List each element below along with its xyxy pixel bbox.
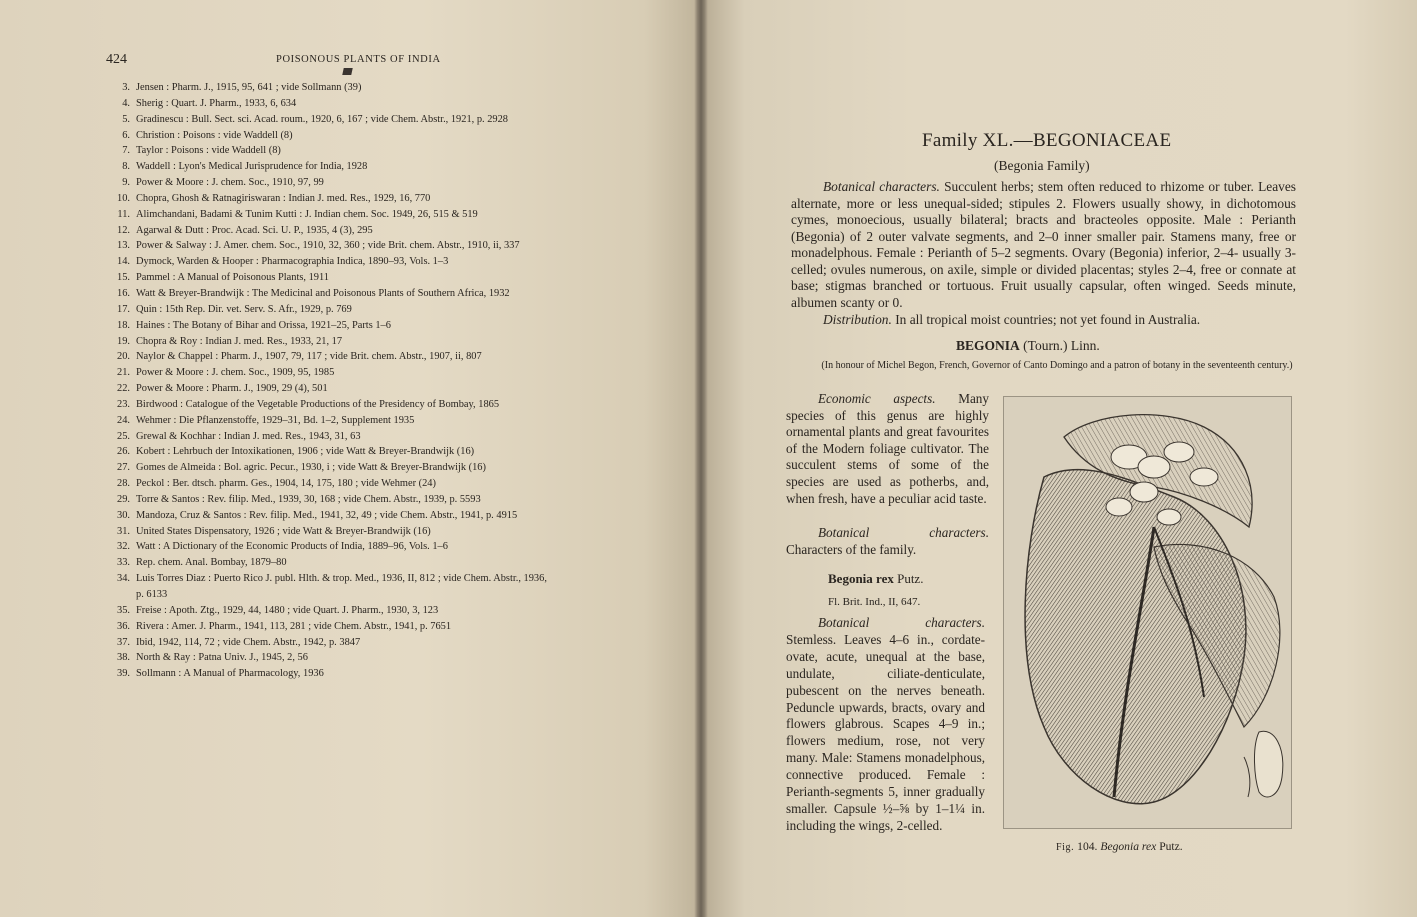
genus-heading <box>956 338 1100 354</box>
running-title: POISONOUS PLANTS OF INDIA <box>276 54 441 65</box>
figure-author: Putz. <box>1159 840 1183 853</box>
reference-text: Jensen : Pharm. J., 1915, 95, 641 ; vide Sollmann (39) <box>136 82 362 93</box>
reference-number: 39. <box>117 668 130 680</box>
reference-number: 28. <box>117 478 130 490</box>
genus-name: BEGONIA <box>956 338 1020 353</box>
reference-list <box>104 80 624 682</box>
reference-text: Haines : The Botany of Bihar and Orissa, 1921–25, Parts 1–6 <box>136 319 391 331</box>
reference-text: United States Dispensatory, 1926 ; vide Watt & Breyer-Brandwijk (16) <box>136 525 431 537</box>
left-page <box>0 0 700 917</box>
species-author: Putz. <box>897 571 924 586</box>
reference-text: Rivera : Amer. J. Pharm., 1941, 113, 281 ; vide Chem. Abstr., 1941, p. 7651 <box>136 620 452 632</box>
reference-text: p. 6133 <box>136 589 168 600</box>
reference-text: Mandoza, Cruz & Santos : Rev. filip. Med., 1941, 32, 49 ; vide Chem. Abstr., 1941, p. 4915 <box>136 509 518 521</box>
reference-item <box>104 365 624 381</box>
reference-number: 37. <box>117 636 130 648</box>
family-title: Family XL.—BEGONIACEAE <box>922 130 1172 151</box>
reference-number: 8. <box>122 161 130 173</box>
book-gutter <box>694 0 708 917</box>
reference-text: Sollmann : A Manual of Pharmacology, 1936 <box>136 668 324 680</box>
reference-text: Watt : A Dictionary of the Economic Products of India, 1889–96, Vols. 1–6 <box>136 541 448 553</box>
reference-item <box>104 96 624 112</box>
reference-item <box>104 539 624 555</box>
figure-caption <box>1056 840 1183 853</box>
genus-botanical-label: Botanical characters. <box>818 525 989 540</box>
reference-item <box>104 159 624 175</box>
reference-text: Power & Salway : J. Amer. chem. Soc., 1910, 32, 360 ; vide Brit. chem. Abstr., 1910, ii, 337 <box>136 240 520 252</box>
reference-number: 3. <box>122 82 130 93</box>
reference-item <box>104 413 624 429</box>
reference-number: 29. <box>117 493 130 505</box>
ink-mark <box>342 68 352 75</box>
reference-item <box>104 666 624 682</box>
reference-item <box>104 555 624 571</box>
reference-number: 30. <box>117 509 130 521</box>
reference-text: Sherig : Quart. J. Pharm., 1933, 6, 634 <box>136 97 297 109</box>
reference-text: Gradinescu : Bull. Sect. sci. Acad. roum., 1920, 6, 167 ; vide Chem. Abstr., 1921, p. 2928 <box>136 113 509 125</box>
economic-aspects <box>786 391 989 507</box>
reference-text: Alimchandani, Badami & Tunim Kutti : J. Indian chem. Soc. 1949, 26, 515 & 519 <box>136 208 478 220</box>
reference-item <box>104 603 624 619</box>
reference-number: 15. <box>117 272 130 284</box>
reference-number: 7. <box>122 145 130 157</box>
reference-text: Pammel : A Manual of Poisonous Plants, 1911 <box>136 272 330 284</box>
reference-text: Birdwood : Catalogue of the Vegetable Productions of the Presidency of Bombay, 1865 <box>136 398 500 410</box>
reference-text: Power & Moore : Pharm. J., 1909, 29 (4), 501 <box>136 383 328 395</box>
reference-number: 6. <box>122 129 130 141</box>
reference-text: Quin : 15th Rep. Dir. vet. Serv. S. Afr., 1929, p. 769 <box>136 303 352 315</box>
reference-item <box>104 587 624 603</box>
reference-item <box>104 223 624 239</box>
reference-item <box>104 238 624 254</box>
reference-number: 34. <box>117 573 130 585</box>
reference-number: 14. <box>117 256 130 268</box>
reference-item <box>104 650 624 666</box>
reference-item <box>104 80 624 96</box>
reference-number: 35. <box>117 604 130 616</box>
reference-text: Power & Moore : J. chem. Soc., 1910, 97, 99 <box>136 177 324 189</box>
page-number: 424 <box>106 52 127 67</box>
reference-item <box>104 429 624 445</box>
reference-item <box>104 381 624 397</box>
flora-reference: Fl. Brit. Ind., II, 647. <box>828 596 921 608</box>
distribution-text: In all tropical moist countries; not yet found in Australia. <box>895 312 1201 327</box>
reference-number: 21. <box>117 367 130 379</box>
distribution-label: Distribution. <box>823 312 892 327</box>
species-botanical-label: Botanical characters. <box>818 615 985 630</box>
reference-text: Wehmer : Die Pflanzenstoffe, 1929–31, Bd. 1–2, Supplement 1935 <box>136 414 415 426</box>
reference-text: Ibid, 1942, 114, 72 ; vide Chem. Abstr., 1942, p. 3847 <box>136 636 361 648</box>
reference-number: 10. <box>117 192 130 204</box>
reference-number: 11. <box>117 208 130 220</box>
reference-number: 12. <box>117 224 130 236</box>
genus-author: (Tourn.) Linn. <box>1023 338 1100 353</box>
reference-number: 5. <box>122 113 130 125</box>
reference-item <box>104 508 624 524</box>
reference-text: Power & Moore : J. chem. Soc., 1909, 95, 1985 <box>136 367 335 379</box>
reference-item <box>104 397 624 413</box>
reference-item <box>104 270 624 286</box>
family-botanical-characters <box>791 179 1296 311</box>
reference-number: 32. <box>117 541 130 553</box>
reference-text: Watt & Breyer-Brandwijk : The Medicinal and Poisonous Plants of Southern Africa, 1932 <box>136 287 510 299</box>
reference-item <box>104 635 624 651</box>
reference-item <box>104 571 624 587</box>
reference-number: 4. <box>122 97 130 109</box>
botanical-label: Botanical characters. <box>823 179 940 194</box>
reference-item <box>104 476 624 492</box>
reference-number: 24. <box>117 414 130 426</box>
reference-number: 20. <box>117 351 130 363</box>
reference-number: 31. <box>117 525 130 537</box>
reference-item <box>104 143 624 159</box>
reference-number: 26. <box>117 446 130 458</box>
reference-item <box>104 334 624 350</box>
reference-text: Grewal & Kochhar : Indian J. med. Res., 1943, 31, 63 <box>136 430 361 442</box>
reference-number: 17. <box>117 303 130 315</box>
reference-text: Chopra, Ghosh & Ratnagiriswaran : Indian J. med. Res., 1929, 16, 770 <box>136 192 431 204</box>
reference-text: Luis Torres Diaz : Puerto Rico J. publ. Hlth. & trop. Med., 1936, II, 812 ; vide Chem. Abstr., 1936, <box>136 573 547 585</box>
economic-text: Many species of this genus are highly ornamental plants and great favourites of the Modern foliage cultivator. The succulent stems of some of the species are used as potherbs, and, when fresh, have a peculiar acid taste. <box>786 391 989 506</box>
reference-text: Freise : Apoth. Ztg., 1929, 44, 1480 ; vide Quart. J. Pharm., 1930, 3, 123 <box>136 604 439 616</box>
reference-text: Waddell : Lyon's Medical Jurisprudence for India, 1928 <box>136 161 368 173</box>
reference-text: Torre & Santos : Rev. filip. Med., 1939, 30, 168 ; vide Chem. Abstr., 1939, p. 5593 <box>136 493 481 505</box>
reference-item <box>104 302 624 318</box>
species-heading <box>828 571 923 587</box>
reference-text: Taylor : Poisons : vide Waddell (8) <box>136 145 281 157</box>
figure-species: Begonia rex <box>1100 840 1157 853</box>
reference-item <box>104 112 624 128</box>
species-botanical-text: Stemless. Leaves 4–6 in., cordate-ovate, acute, unequal at the base, undulate, ciliate-denticulate, pubescent on the nerves beneath. Peduncle upwards, bracts, ovary and flowers glabrous. Scapes 4–9 in.; flowers medium, rose, not very many. Male: Stamens monadelphous, connective produced. Female : Perianth-segments 5, inner gradually smaller. Capsule ½–⅝ by 1–1¼ in. including the wings, 2-celled. <box>786 631 985 833</box>
figure-label: Fig. <box>1056 842 1075 853</box>
reference-number: 13. <box>117 240 130 252</box>
reference-item <box>104 619 624 635</box>
reference-number: 27. <box>117 462 130 474</box>
reference-item <box>104 524 624 540</box>
reference-item <box>104 349 624 365</box>
reference-number: 36. <box>117 620 130 632</box>
begonia-leaf-drawing <box>1004 397 1291 828</box>
family-distribution <box>791 312 1296 329</box>
reference-text: Gomes de Almeida : Bol. agric. Pecur., 1930, i ; vide Watt & Breyer-Brandwijk (16) <box>136 462 486 474</box>
species-botanical-characters <box>786 615 985 835</box>
reference-number <box>104 587 130 603</box>
reference-item <box>104 286 624 302</box>
reference-number: 38. <box>117 652 130 664</box>
reference-text: Kobert : Lehrbuch der Intoxikationen, 1906 ; vide Watt & Breyer-Brandwijk (16) <box>136 446 475 458</box>
reference-number: 19. <box>117 335 130 347</box>
species-name: Begonia rex <box>828 571 894 586</box>
genus-botanical-text: Characters of the family. <box>786 541 917 557</box>
reference-number: 23. <box>117 398 130 410</box>
reference-text: Dymock, Warden & Hooper : Pharmacographia Indica, 1890–93, Vols. 1–3 <box>136 256 449 268</box>
genus-botanical-characters <box>786 525 989 558</box>
reference-item <box>104 207 624 223</box>
reference-text: Christion : Poisons : vide Waddell (8) <box>136 129 293 141</box>
family-subtitle: (Begonia Family) <box>994 158 1090 173</box>
reference-item <box>104 128 624 144</box>
begonia-illustration <box>1003 396 1292 829</box>
reference-text: North & Ray : Patna Univ. J., 1945, 2, 56 <box>136 652 308 664</box>
reference-item <box>104 191 624 207</box>
reference-number: 18. <box>117 319 130 331</box>
botanical-text: Succulent herbs; stem often reduced to rhizome or tuber. Leaves alternate, more or less unequal-sided; stipules 2. Flowers usually showy, in dichotomous cymes, monoecious, usually bilateral; bracts and bracteoles opposite. Male : Perianth (Begonia) of 2 outer valvate segments, and 2–0 inner smaller pair. Stamens many, free or monadelphous. Female : Perianth of 5–2 segments. Ovary (Begonia) inferior, 2–4- usually 3-celled; ovules numerous, on axile, simple or divided placentas; styles 2–4, free or connate at base; stigmas branched or tortuous. Fruit usually capsular, often winged. Seeds minute, albumen scanty or 0. <box>791 179 1296 310</box>
reference-number: 16. <box>117 287 130 299</box>
reference-item <box>104 444 624 460</box>
reference-item <box>104 254 624 270</box>
reference-text: Peckol : Ber. dtsch. pharm. Ges., 1904, 14, 175, 180 ; vide Wehmer (24) <box>136 478 436 490</box>
reference-number: 9. <box>122 177 130 189</box>
reference-item <box>104 175 624 191</box>
genus-honour-note: (In honour of Michel Begon, French, Governor of Canto Domingo and a patron of botany in the seventeenth century.) <box>821 360 1293 371</box>
reference-text: Rep. chem. Anal. Bombay, 1879–80 <box>136 557 287 569</box>
reference-item <box>104 492 624 508</box>
reference-item <box>104 318 624 334</box>
economic-label: Economic aspects. <box>818 391 936 406</box>
reference-text: Agarwal & Dutt : Proc. Acad. Sci. U. P., 1935, 4 (3), 295 <box>136 224 373 236</box>
figure-number: 104. <box>1077 840 1098 853</box>
reference-text: Chopra & Roy : Indian J. med. Res., 1933, 21, 17 <box>136 335 343 347</box>
reference-item <box>104 460 624 476</box>
reference-number: 22. <box>117 383 130 395</box>
reference-number: 33. <box>117 557 130 569</box>
reference-number: 25. <box>117 430 130 442</box>
reference-text: Naylor & Chappel : Pharm. J., 1907, 79, 117 ; vide Brit. chem. Abstr., 1907, ii, 807 <box>136 351 482 363</box>
